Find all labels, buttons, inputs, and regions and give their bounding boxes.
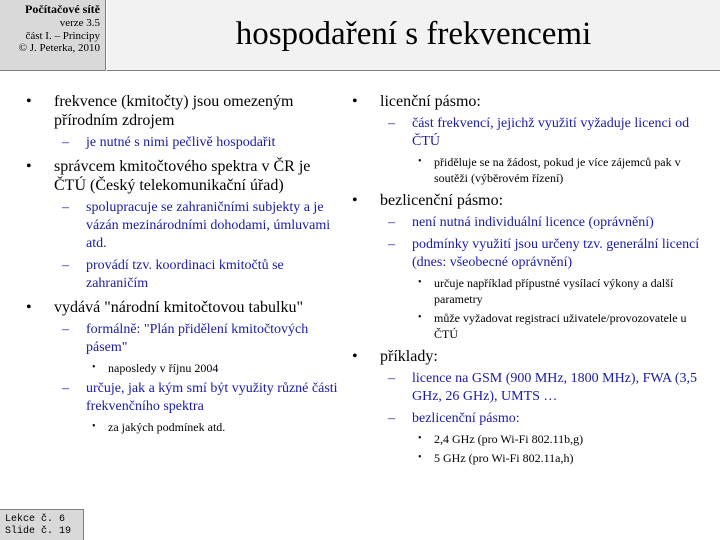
detail-bullet-text: může vyžadovat registraci uživatele/provozovatele u ČTÚ <box>434 311 687 341</box>
bullet-item <box>352 92 704 186</box>
small-bullet-icon: • <box>418 433 422 444</box>
bullet-text: frekvence (kmitočty) jsou omezeným přírodním zdrojem <box>54 93 294 129</box>
course-name: Počítačové sítě <box>25 2 100 16</box>
sub-bullet-text: je nutné s nimi pečlivě hospodařit <box>86 135 276 150</box>
detail-bullet-text: 5 GHz (pro Wi-Fi 802.11a,h) <box>434 451 574 465</box>
detail-bullet-text: za jakých podmínek atd. <box>108 420 226 434</box>
small-bullet-icon: • <box>92 421 96 432</box>
author-label: © J. Peterka, 2010 <box>18 42 100 54</box>
detail-bullet-item <box>416 431 704 447</box>
small-bullet-icon: • <box>92 362 96 373</box>
sub-bullet-text: licence na GSM (900 MHz, 1800 MHz), FWA (3,5 GHz, 26 GHz), UMTS … <box>412 371 698 404</box>
course-info-box <box>0 0 106 71</box>
right-column <box>352 92 704 471</box>
bullet-text: licenční pásmo: <box>380 93 481 110</box>
detail-bullet-text: 2,4 GHz (pro Wi-Fi 802.11b,g) <box>434 432 584 446</box>
sub-bullet-item <box>388 410 704 466</box>
dash-icon: – <box>62 381 69 396</box>
bullet-item <box>26 92 346 152</box>
sub-bullet-item <box>388 115 704 186</box>
dash-icon: – <box>388 411 395 426</box>
sub-bullet-item <box>62 380 346 435</box>
dash-icon: – <box>62 258 69 273</box>
detail-bullet-item <box>416 310 704 342</box>
dash-icon: – <box>62 200 69 215</box>
version-label: verze 3.5 <box>59 17 100 29</box>
lecture-number: Lekce č. 6 <box>5 514 66 525</box>
sub-bullet-item <box>388 214 704 232</box>
bullet-icon: • <box>352 348 358 365</box>
dash-icon: – <box>388 237 395 252</box>
bullet-item <box>26 157 346 293</box>
slide-title: hospodaření s frekvencemi <box>235 16 592 52</box>
sub-bullet-item <box>62 257 346 293</box>
dash-icon: – <box>388 116 395 131</box>
sub-bullet-item <box>388 236 704 342</box>
sub-bullet-text: spolupracuje se zahraničními subjekty a je vázán mezinárodními dohodami, úmluvami atd. <box>86 200 331 251</box>
sub-bullet-item <box>62 134 346 152</box>
bullet-icon: • <box>26 158 32 175</box>
title-area <box>107 0 720 71</box>
bullet-icon: • <box>26 299 32 316</box>
detail-bullet-item <box>90 419 346 435</box>
sub-bullet-text: není nutná individuální licence (oprávnění) <box>412 215 654 230</box>
bullet-item <box>26 298 346 435</box>
bullet-text: příklady: <box>380 348 438 365</box>
detail-bullet-item <box>416 154 704 186</box>
dash-icon: – <box>62 322 69 337</box>
sub-bullet-text: podmínky využití jsou určeny tzv. generální licencí (dnes: všeobecné oprávnění) <box>412 237 700 270</box>
detail-bullet-item <box>416 275 704 307</box>
detail-bullet-text: přiděluje se na žádost, pokud je více zájemců pak v soutěži (výběrovém řízení) <box>434 155 681 185</box>
part-label: část I. – Principy <box>25 29 100 42</box>
sub-bullet-item <box>62 199 346 253</box>
dash-icon: – <box>388 215 395 230</box>
small-bullet-icon: • <box>418 312 422 323</box>
bullet-icon: • <box>352 192 358 209</box>
sub-bullet-text: část frekvencí, jejichž využití vyžaduje licenci od ČTÚ <box>412 116 690 149</box>
sub-bullet-text: určuje, jak a kým smí být využity různé části frekvenčního spektra <box>86 381 338 414</box>
slide-number: Slide č. 19 <box>5 526 72 537</box>
bullet-item <box>352 191 704 342</box>
sub-bullet-item <box>388 370 704 406</box>
dash-icon: – <box>62 135 69 150</box>
bullet-text: vydává "národní kmitočtovou tabulku" <box>54 299 304 316</box>
bullet-icon: • <box>352 93 358 110</box>
dash-icon: – <box>388 371 395 386</box>
detail-bullet-item <box>416 450 704 466</box>
bullet-item <box>352 347 704 466</box>
detail-bullet-item <box>90 360 346 376</box>
sub-bullet-item <box>62 321 346 376</box>
bullet-icon: • <box>26 93 32 110</box>
detail-bullet-text: určuje například přípustné vysílací výkony a další parametry <box>434 276 674 306</box>
small-bullet-icon: • <box>418 452 422 463</box>
small-bullet-icon: • <box>418 277 422 288</box>
small-bullet-icon: • <box>418 156 422 167</box>
detail-bullet-text: naposledy v říjnu 2004 <box>108 361 219 375</box>
sub-bullet-text: provádí tzv. koordinaci kmitočtů se zahraničím <box>86 258 284 291</box>
bullet-text: bezlicenční pásmo: <box>380 192 504 209</box>
slide-footer <box>0 509 84 540</box>
sub-bullet-text: formálně: "Plán přidělení kmitočtových pásem" <box>86 322 309 355</box>
left-column <box>26 92 346 440</box>
slide-header <box>0 0 720 72</box>
sub-bullet-text: bezlicenční pásmo: <box>412 411 520 426</box>
bullet-text: správcem kmitočtového spektra v ČR je ČTÚ (Český telekomunikační úřad) <box>54 158 311 194</box>
